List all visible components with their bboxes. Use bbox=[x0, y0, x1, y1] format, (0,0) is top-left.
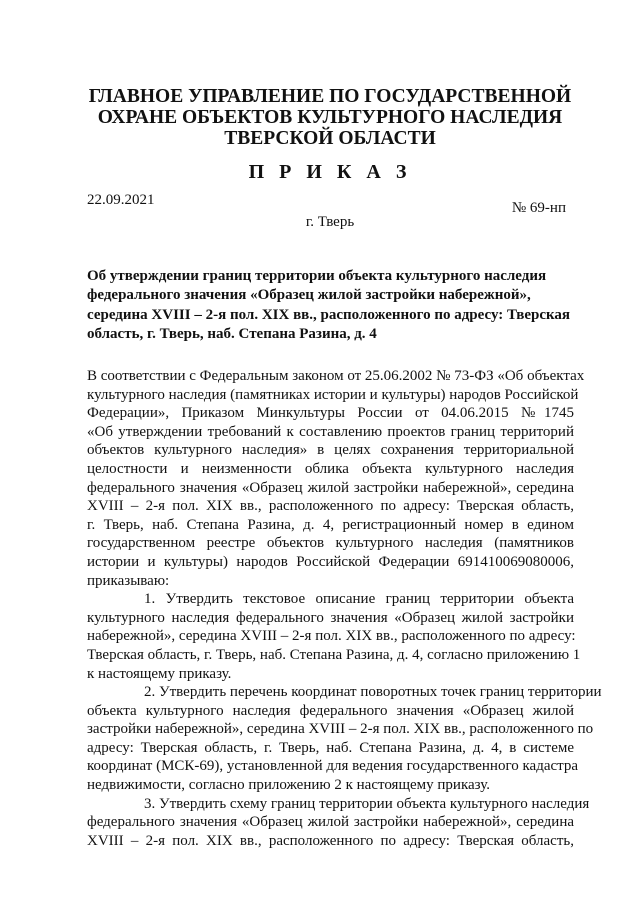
document-date: 22.09.2021 bbox=[87, 192, 155, 208]
body-line: адресу: Тверская область, г. Тверь, наб. Степана Разина, д. 4, в системе bbox=[87, 739, 574, 756]
organization-header bbox=[80, 86, 580, 149]
body-line: координат (МСК-69), установленной для ведения государственного кадастра bbox=[87, 758, 579, 775]
document-city: г. Тверь bbox=[305, 214, 355, 230]
body-line: г. Тверь, наб. Степана Разина, д. 4, регистрационный номер в едином bbox=[87, 516, 574, 533]
body-line: Федерации», Приказом Минкультуры России от 04.06.2015 №1745 bbox=[87, 405, 574, 422]
header-line: ТВЕРСКОЙ ОБЛАСТИ bbox=[224, 128, 436, 149]
subject-line: федерального значения «Образец жилой застройки набережной», bbox=[87, 287, 531, 304]
body-line: целостности и неизменности облика объекта культурного наследия bbox=[87, 460, 574, 477]
body-line: государственном реестре объектов культурного наследия (памятников bbox=[87, 535, 574, 552]
body-line: культурного наследия федерального значения «Образец жилой застройки bbox=[87, 609, 574, 626]
body-line: Тверская область, г. Тверь, наб. Степана Разина, д. 4, согласно приложению 1 bbox=[87, 646, 581, 663]
body-line: 1. Утвердить текстовое описание границ территории объекта bbox=[144, 591, 574, 608]
body-line: объектов культурного наследия» в целях сохранения территориальной bbox=[87, 442, 574, 459]
body-line: В соответствии с Федеральным законом от 25.06.2002 № 73-ФЗ «Об объектах bbox=[87, 368, 585, 384]
body-line: культурного наследия (памятниках истории и культуры) народов Российской bbox=[87, 386, 579, 403]
header-line: ГЛАВНОЕ УПРАВЛЕНИЕ ПО ГОСУДАРСТВЕННОЙ bbox=[88, 86, 572, 107]
subject-line: Об утверждении границ территории объекта культурного наследия bbox=[87, 268, 547, 284]
body-line: 2. Утвердить перечень координат поворотных точек границ территории bbox=[144, 684, 602, 701]
document-subject bbox=[87, 267, 574, 344]
document-body bbox=[87, 367, 602, 850]
body-line: федерального значения «Образец жилой застройки набережной», середина bbox=[87, 479, 574, 496]
body-line: набережной», середина XVIII – 2-я пол. XIX вв., расположенного по адресу: bbox=[87, 628, 576, 645]
body-line: 3. Утвердить схему границ территории объекта культурного наследия bbox=[144, 795, 590, 812]
document-title: П Р И К А З bbox=[248, 161, 412, 183]
body-line: «Об утверждении требований к составлению проектов границ территорий bbox=[87, 423, 574, 440]
header-line: ОХРАНЕ ОБЪЕКТОВ КУЛЬТУРНОГО НАСЛЕДИЯ bbox=[97, 107, 563, 128]
body-line: федерального значения «Образец жилой застройки набережной», середина bbox=[87, 814, 574, 831]
body-line: застройки набережной», середина XVIII – 2-я пол. XIX вв., расположенного по bbox=[87, 721, 594, 738]
body-line: недвижимости, согласно приложению 2 к настоящему приказу. bbox=[87, 777, 491, 794]
subject-line: область, г. Тверь, наб. Степана Разина, д. 4 bbox=[87, 325, 377, 342]
body-line: XVIII – 2-я пол. XIX вв., расположенного по адресу: Тверская область, bbox=[87, 832, 574, 849]
body-line: приказываю: bbox=[87, 572, 170, 589]
body-line: объекта культурного наследия федерального значения «Образец жилой bbox=[87, 702, 574, 719]
document-number: № 69-нп bbox=[511, 200, 566, 216]
body-line: к настоящему приказу. bbox=[87, 665, 232, 682]
body-line: истории и культуры) народов Российской Федерации 691410069080006, bbox=[87, 553, 574, 570]
body-line: XVIII – 2-я пол. XIX вв., расположенного по адресу: Тверская область, bbox=[87, 498, 574, 515]
subject-line: середина XVIII – 2-я пол. XIX вв., расположенного по адресу: Тверская bbox=[87, 306, 571, 323]
